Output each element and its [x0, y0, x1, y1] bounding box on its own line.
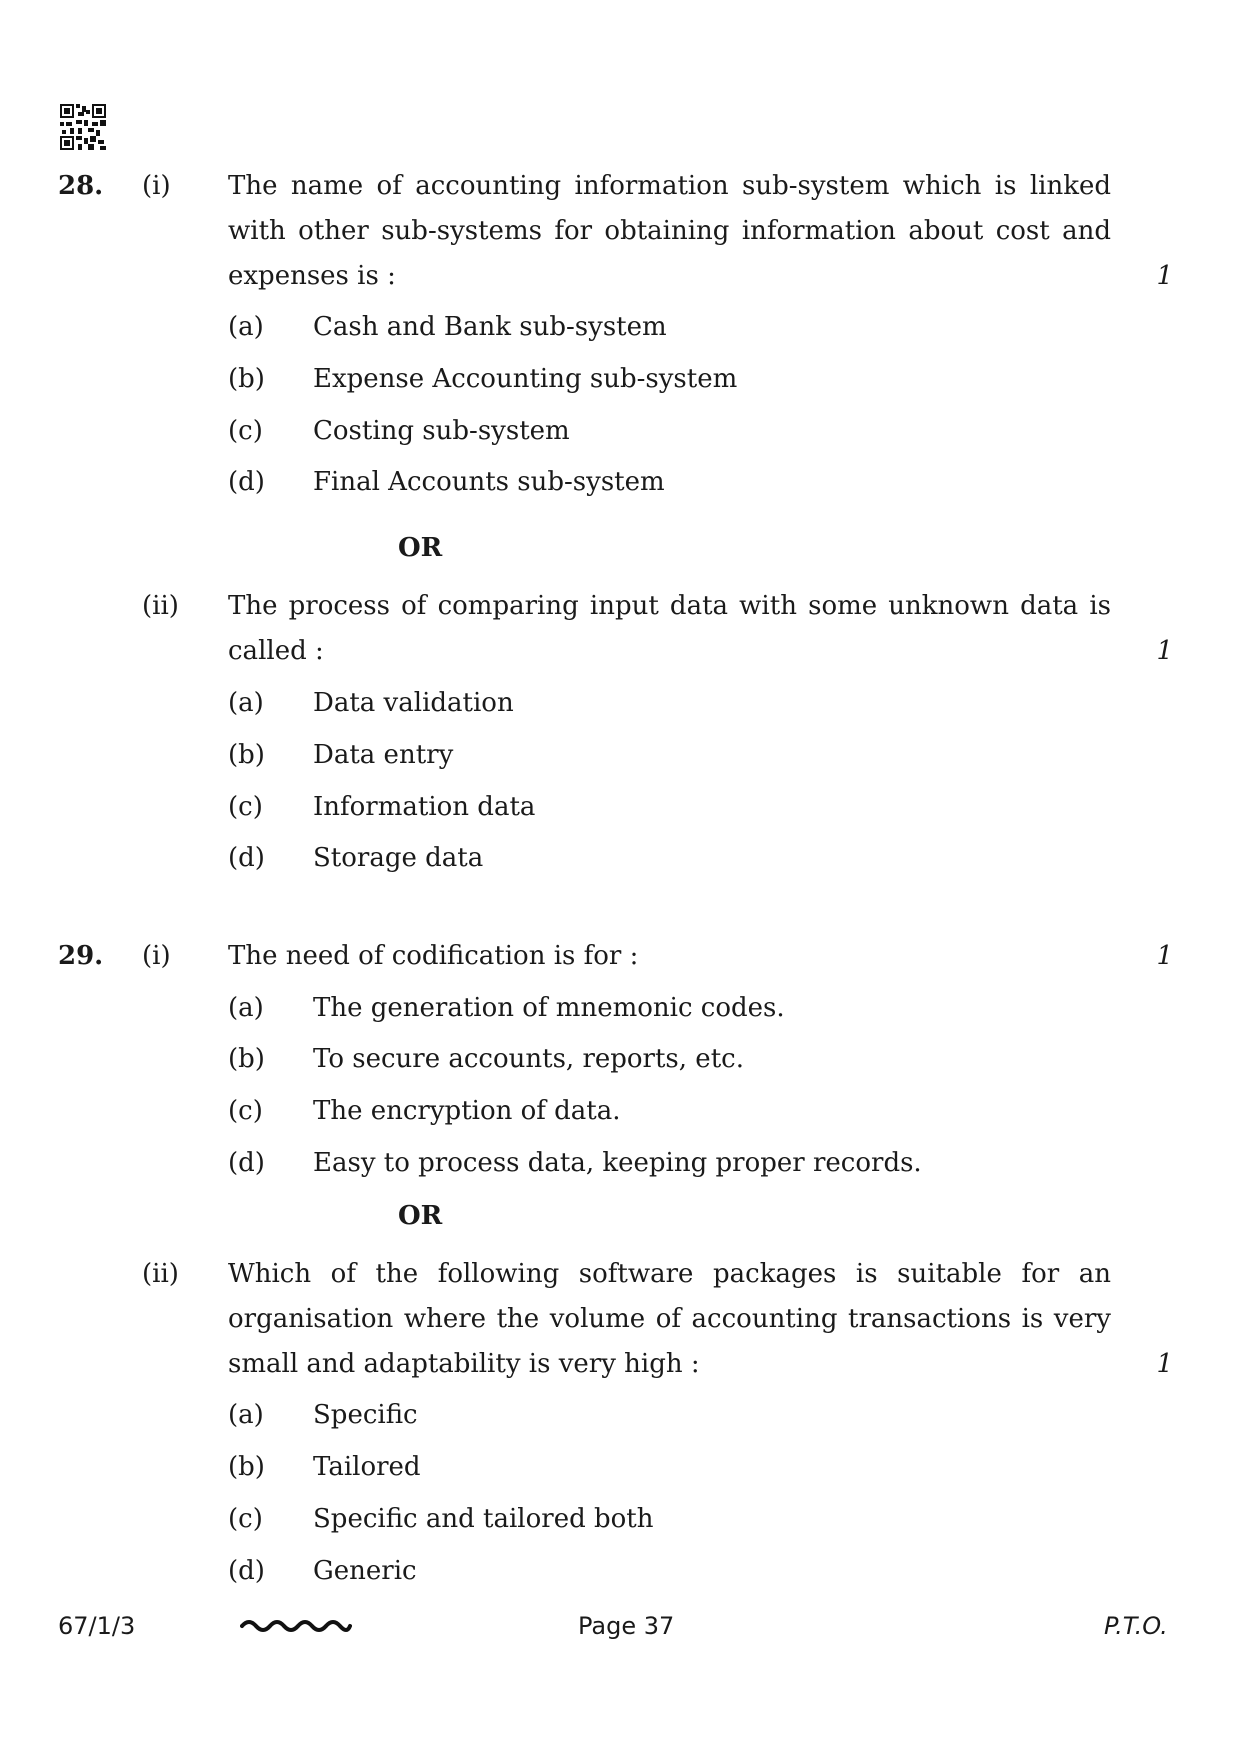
marks: 1: [1156, 636, 1173, 666]
option-text: Data validation: [313, 688, 514, 718]
option-text: Easy to process data, keeping proper records.: [313, 1148, 922, 1178]
option-text: Expense Accounting sub-system: [313, 364, 738, 394]
option-label: (a): [228, 993, 264, 1023]
question-text-line: with other sub-systems for obtaining information about cost and: [228, 216, 1111, 246]
option-text: Specific and tailored both: [313, 1504, 654, 1534]
option-label: (d): [228, 467, 265, 497]
option-text: Data entry: [313, 740, 454, 770]
question-text-line: The name of accounting information sub-system which is linked: [228, 171, 1111, 201]
option-label: (c): [228, 1504, 263, 1534]
option-label: (b): [228, 1044, 265, 1074]
option-text: The encryption of data.: [313, 1096, 621, 1126]
option-label: (a): [228, 688, 264, 718]
question-text-line: called :: [228, 636, 324, 666]
part-label: (i): [142, 171, 171, 201]
option-label: (c): [228, 792, 263, 822]
qr-code: [60, 104, 106, 150]
option-text: Generic: [313, 1556, 417, 1586]
marks: 1: [1156, 261, 1173, 291]
option-label: (b): [228, 1452, 265, 1482]
option-label: (d): [228, 1148, 265, 1178]
option-text: Tailored: [313, 1452, 421, 1482]
option-label: (d): [228, 1556, 265, 1586]
question-text-line: The process of comparing input data with some unknown data is: [228, 591, 1111, 621]
marks: 1: [1156, 941, 1173, 971]
option-text: To secure accounts, reports, etc.: [313, 1044, 744, 1074]
option-label: (c): [228, 1096, 263, 1126]
question-number: 28.: [58, 171, 104, 201]
wave-ornament-icon: [240, 1614, 352, 1638]
option-label: (b): [228, 740, 265, 770]
option-text: Final Accounts sub-system: [313, 467, 665, 497]
option-text: Cash and Bank sub-system: [313, 312, 667, 342]
option-text: The generation of mnemonic codes.: [313, 993, 785, 1023]
page-number: Page 37: [578, 1612, 675, 1640]
option-text: Information data: [313, 792, 536, 822]
or-separator: OR: [398, 1201, 443, 1231]
part-label: (ii): [142, 1259, 179, 1289]
part-label: (i): [142, 941, 171, 971]
question-text-line: small and adaptability is very high :: [228, 1349, 700, 1379]
part-label: (ii): [142, 591, 179, 621]
question-text-line: The need of codification is for :: [228, 941, 639, 971]
option-label: (c): [228, 416, 263, 446]
option-label: (b): [228, 364, 265, 394]
option-text: Specific: [313, 1400, 418, 1430]
question-text-line: Which of the following software packages is suitable for an: [228, 1259, 1111, 1289]
option-text: Costing sub-system: [313, 416, 570, 446]
question-text-line: organisation where the volume of accounting transactions is very: [228, 1304, 1111, 1334]
option-label: (a): [228, 1400, 264, 1430]
or-separator: OR: [398, 533, 443, 563]
question-number: 29.: [58, 941, 104, 971]
please-turn-over: P.T.O.: [1104, 1612, 1168, 1640]
option-label: (a): [228, 312, 264, 342]
paper-code: 67/1/3: [58, 1612, 136, 1640]
option-text: Storage data: [313, 843, 484, 873]
question-text-line: expenses is :: [228, 261, 396, 291]
marks: 1: [1156, 1349, 1173, 1379]
option-label: (d): [228, 843, 265, 873]
